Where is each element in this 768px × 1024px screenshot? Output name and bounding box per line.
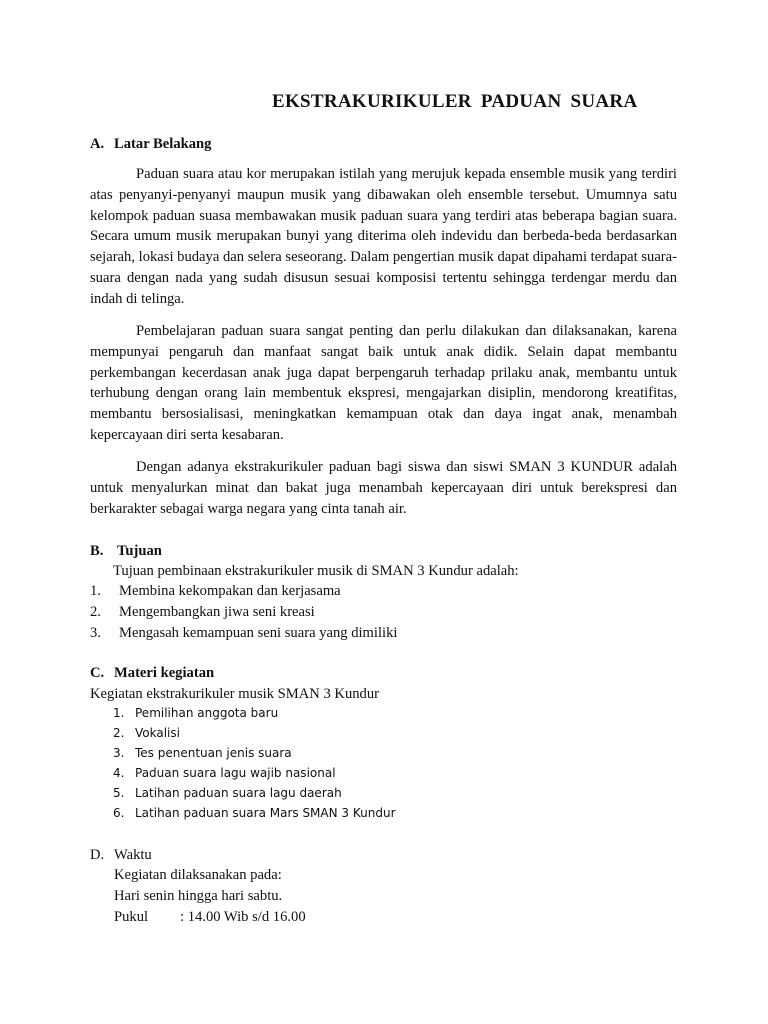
- list-item-number: 4.: [113, 766, 125, 780]
- section-c-intro: Kegiatan ekstrakurikuler musik SMAN 3 Kundur: [90, 686, 379, 702]
- list-item-text: Membina kekompakan dan kerjasama: [119, 583, 341, 599]
- list-item-text: Tes penentuan jenis suara: [135, 746, 292, 760]
- section-b-title: Tujuan: [117, 543, 162, 559]
- materi-list: [113, 703, 396, 823]
- tujuan-list: [90, 581, 397, 643]
- section-a-title: Latar Belakang: [114, 136, 212, 152]
- time-label: Pukul: [114, 909, 149, 925]
- list-item: [113, 783, 396, 803]
- list-item-number: 1.: [113, 706, 125, 720]
- section-c-heading: [90, 663, 214, 684]
- list-item-text: Paduan suara lagu wajib nasional: [135, 766, 336, 780]
- list-item-number: 1.: [90, 583, 101, 599]
- section-d-time-row: [114, 907, 306, 928]
- section-d-mark: D.: [90, 847, 105, 863]
- list-item: [90, 623, 397, 644]
- section-d-line-2: Hari senin hingga hari sabtu.: [114, 888, 283, 904]
- time-value: : 14.00 Wib s/d 16.00: [180, 909, 306, 925]
- list-item: [113, 743, 396, 763]
- section-a-mark: A.: [90, 136, 105, 152]
- list-item: [113, 703, 396, 723]
- list-item-text: Latihan paduan suara lagu daerah: [135, 786, 342, 800]
- list-item-number: 3.: [90, 624, 101, 641]
- list-item: [90, 581, 397, 602]
- section-c-title: Materi kegiatan: [114, 665, 215, 681]
- section-b-mark: B.: [90, 543, 104, 559]
- section-d-heading: [90, 845, 152, 866]
- list-item-text: Mengembangkan jiwa seni kreasi: [119, 603, 315, 620]
- list-item-text: Vokalisi: [135, 726, 180, 740]
- section-a-paragraph-3: Dengan adanya ekstrakurikuler paduan bagi siswa dan siswi SMAN 3 KUNDUR adalah untuk menyalurkan minat dan bakat juga menambah kepercayaan diri untuk berekspresi dan berkarakter sebagai warga negara yang cinta tanah air.: [90, 459, 677, 517]
- list-item-number: 2.: [113, 726, 125, 740]
- section-b-heading: [90, 541, 162, 562]
- section-a-heading: [90, 134, 211, 155]
- section-a-paragraph-2: Pembelajaran paduan suara sangat penting dan perlu dilakukan dan dilaksanakan, karena mempunyai pengaruh dan manfaat sangat baik untuk anak didik. Selain dapat membantu perkembangan kecerdasan anak juga dapat berpengaruh terhadap prilaku anak, membantu untuk terhubung dengan orang lain membentuk ekspresi, mengajarkan disiplin, mendorong kreatifitas, membantu bersosialisasi, meningkatkan kemampuan otak dan daya ingat anak, menambah kepercayaan diri serta kesabaran.: [90, 323, 677, 443]
- list-item-text: Mengasah kemampuan seni suara yang dimiliki: [119, 624, 398, 641]
- section-d-line-1: Kegiatan dilaksanakan pada:: [114, 867, 282, 883]
- section-d-title: Waktu: [114, 847, 152, 863]
- list-item: [113, 723, 396, 743]
- list-item: [113, 803, 396, 823]
- list-item: [90, 602, 397, 623]
- list-item-number: 2.: [90, 603, 101, 620]
- list-item-number: 3.: [113, 746, 125, 760]
- list-item-text: Latihan paduan suara Mars SMAN 3 Kundur: [135, 806, 396, 820]
- section-a-paragraph-1: Paduan suara atau kor merupakan istilah yang merujuk kepada ensemble musik yang terdiri atas penyanyi-penyanyi maupun musik yang dibawakan oleh ensemble tersebut. Umumnya satu kelompok paduan suasa membawakan musik paduan suara yang terdiri atas beberapa bagian suara. Secara umum musik merupakan bunyi yang diterima oleh indevidu dan berbeda-beda berdasarkan sejarah, lokasi budaya dan selera seseorang. Dalam pengertian musik dapat dipahami terdapat suara-suara dengan nada yang sudah disusun sesuai komposisi tertentu sehingga terdengar merdu dan indah di telinga.: [90, 166, 677, 307]
- section-c-mark: C.: [90, 665, 105, 681]
- list-item-number: 6.: [113, 806, 125, 820]
- list-item: [113, 763, 396, 783]
- section-b-intro: Tujuan pembinaan ekstrakurikuler musik di SMAN 3 Kundur adalah:: [113, 563, 519, 579]
- list-item-number: 5.: [113, 786, 125, 800]
- page-title: EKSTRAKURIKULER PADUAN SUARA: [272, 91, 638, 112]
- list-item-text: Pemilihan anggota baru: [135, 706, 279, 720]
